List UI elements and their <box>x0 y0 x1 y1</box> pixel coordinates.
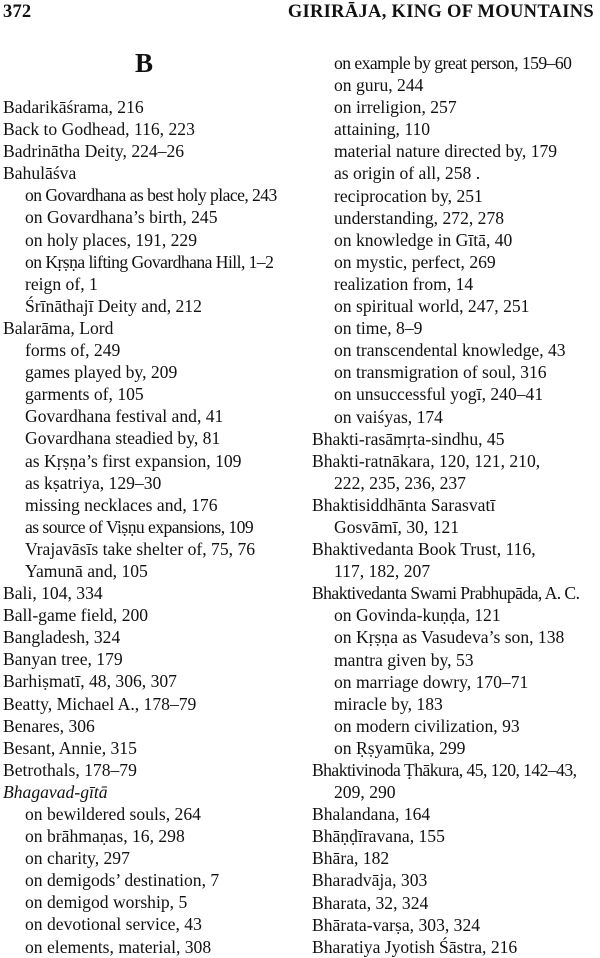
index-entry: Barhiṣmatī, 48, 306, 307 <box>3 671 177 692</box>
index-subentry: on vaiśyas, 174 <box>334 406 443 427</box>
index-subentry: on devotional service, 43 <box>25 914 202 935</box>
index-subentry: on spiritual world, 247, 251 <box>334 296 530 317</box>
index-column-right <box>312 52 579 958</box>
index-subentry: on holy places, 191, 229 <box>25 229 198 250</box>
index-subentry: on transcendental knowledge, 43 <box>334 340 566 361</box>
index-subentry: on modern civilization, 93 <box>334 715 520 736</box>
index-entry: Bhaktivedanta Book Trust, 116, <box>312 539 536 560</box>
index-subentry: Govardhana festival and, 41 <box>25 406 224 427</box>
index-entry: Back to Godhead, 116, 223 <box>3 119 195 140</box>
index-subentry: garments of, 105 <box>25 384 144 405</box>
index-subentry: on Govardhana’s birth, 245 <box>25 207 218 228</box>
index-entry: Beatty, Michael A., 178–79 <box>3 693 197 714</box>
running-title: GIRIRĀJA, KING OF MOUNTAINS <box>287 2 594 22</box>
index-subentry: on unsuccessful yogī, 240–41 <box>334 384 544 405</box>
index-subentry: on time, 8–9 <box>334 318 423 339</box>
index-entry: Bhaktivinoda Ṭhākura, 45, 120, 142–43, <box>312 760 577 780</box>
index-entry: Bhagavad-gītā <box>3 781 108 802</box>
index-subentry: Govardhana steadied by, 81 <box>25 428 221 449</box>
index-entry: Bharatiya Jyotish Śāstra, 216 <box>312 936 518 957</box>
index-subentry: 222, 235, 236, 237 <box>334 472 466 493</box>
index-subentry: on demigod worship, 5 <box>25 892 188 913</box>
index-subentry: Vrajavāsīs take shelter of, 75, 76 <box>25 538 256 559</box>
index-subentry: attaining, 110 <box>334 119 431 140</box>
index-subentry: games played by, 209 <box>25 362 178 383</box>
index-subentry: on bewildered souls, 264 <box>25 804 201 824</box>
index-subentry: as origin of all, 258 . <box>334 163 481 184</box>
index-subentry: 117, 182, 207 <box>334 561 431 582</box>
index-subentry: on brāhmaṇas, 16, 298 <box>25 826 185 847</box>
section-letter: B <box>135 48 154 78</box>
index-entry: Balarāma, Lord <box>3 317 114 338</box>
index-entry: Bhāra, 182 <box>312 848 390 869</box>
index-subentry: on Kṛṣṇa lifting Govardhana Hill, 1–2 <box>25 251 274 272</box>
index-subentry: on guru, 244 <box>334 75 424 96</box>
index-subentry: on transmigration of soul, 316 <box>334 362 547 383</box>
index-entry: Bharadvāja, 303 <box>312 870 428 891</box>
index-entry: Bhalandana, 164 <box>312 804 431 825</box>
index-subentry: on Kṛṣṇa as Vasudeva’s son, 138 <box>334 627 565 648</box>
index-subentry: reciprocation by, 251 <box>334 185 483 206</box>
index-subentry: on Ṛṣyamūka, 299 <box>334 737 466 758</box>
index-subentry: material nature directed by, 179 <box>334 141 558 162</box>
index-subentry: on irreligion, 257 <box>334 97 457 118</box>
index-entry: Betrothals, 178–79 <box>3 759 137 780</box>
index-subentry: reign of, 1 <box>25 273 98 294</box>
index-subentry: forms of, 249 <box>25 340 121 361</box>
index-subentry: as Kṛṣṇa’s first expansion, 109 <box>25 450 242 471</box>
index-entry: Bangladesh, 324 <box>3 627 121 648</box>
index-entry: Bhaktivedanta Swami Prabhupāda, A. C. <box>312 583 580 604</box>
page-header <box>0 0 600 26</box>
index-entry: Bhaktisiddhānta Sarasvatī <box>312 494 496 515</box>
index-subentry: Yamunā and, 105 <box>25 560 148 581</box>
index-entry: Bhārata-varṣa, 303, 324 <box>312 914 481 935</box>
index-entry: Bharata, 32, 324 <box>312 892 429 913</box>
index-entry: Bali, 104, 334 <box>3 583 103 604</box>
index-entry: Besant, Annie, 315 <box>3 737 137 758</box>
index-subentry: on charity, 297 <box>25 848 130 869</box>
index-subentry: on Govinda-kuṇḍa, 121 <box>334 605 501 626</box>
index-column-left <box>3 96 277 958</box>
index-entry: Badarikāśrama, 216 <box>3 97 144 117</box>
index-subentry: 209, 290 <box>334 782 396 803</box>
index-entry: Bhāṇḍīravana, 155 <box>312 826 445 847</box>
index-entry: Bahulāśva <box>3 163 77 184</box>
index-entry: Badrinātha Deity, 224–26 <box>3 141 185 162</box>
page-number: 372 <box>3 2 32 22</box>
index-subentry: mantra given by, 53 <box>334 649 474 670</box>
index-entry: Bhakti-rasāmṛta-sindhu, 45 <box>312 428 505 449</box>
index-subentry: on example by great person, 159–60 <box>334 53 572 73</box>
index-subentry: understanding, 272, 278 <box>334 207 505 228</box>
index-subentry: realization from, 14 <box>334 273 474 294</box>
index-subentry: Śrīnāthajī Deity and, 212 <box>25 295 202 316</box>
index-subentry: Gosvāmī, 30, 121 <box>334 516 460 537</box>
index-subentry: on mystic, perfect, 269 <box>334 251 496 272</box>
index-entry: Bhakti-ratnākara, 120, 121, 210, <box>312 450 541 471</box>
index-subentry: as source of Viṣṇu expansions, 109 <box>25 516 254 537</box>
index-subentry: as kṣatriya, 129–30 <box>25 472 162 493</box>
index-subentry: missing necklaces and, 176 <box>25 494 218 515</box>
index-subentry: on marriage dowry, 170–71 <box>334 671 529 692</box>
index-subentry: miracle by, 183 <box>334 693 443 714</box>
index-subentry: on knowledge in Gītā, 40 <box>334 229 513 250</box>
index-entry: Ball-game field, 200 <box>3 605 149 626</box>
index-entry: Banyan tree, 179 <box>3 649 123 670</box>
index-subentry: on demigods’ destination, 7 <box>25 870 220 891</box>
index-subentry: on elements, material, 308 <box>25 936 212 957</box>
index-entry: Benares, 306 <box>3 715 95 736</box>
index-subentry: on Govardhana as best holy place, 243 <box>25 185 277 206</box>
